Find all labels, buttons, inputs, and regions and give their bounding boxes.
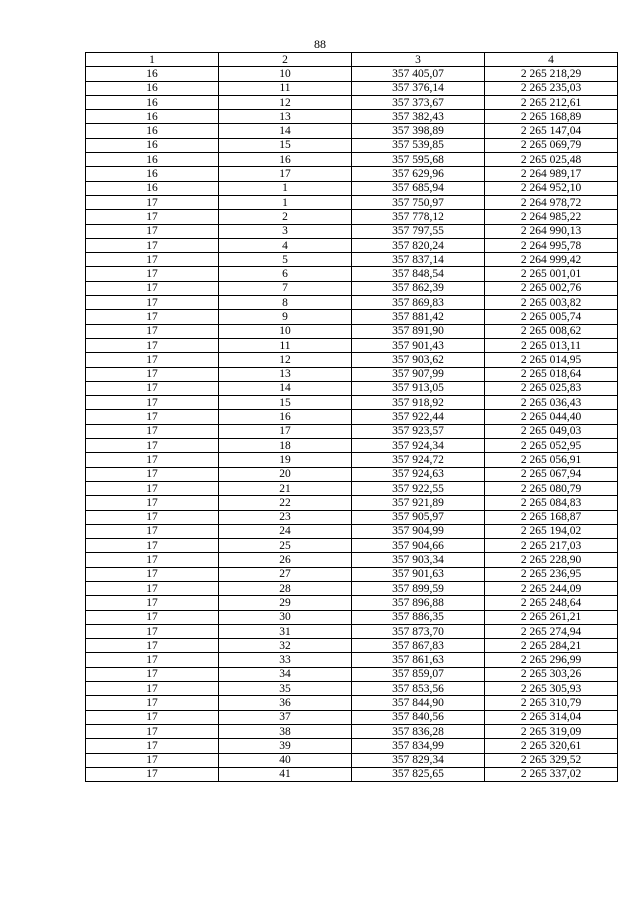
table-row: [86, 596, 618, 610]
table-cell: 2 264 952,10: [485, 181, 618, 195]
table-cell: 17: [86, 496, 219, 510]
table-cell: 17: [86, 439, 219, 453]
table-row: [86, 153, 618, 167]
table-cell: 17: [86, 624, 219, 638]
table-row: [86, 510, 618, 524]
table-cell: 8: [219, 296, 352, 310]
table-cell: 28: [219, 581, 352, 595]
table-cell: 2 265 014,95: [485, 353, 618, 367]
table-cell: 11: [219, 338, 352, 352]
table-row: [86, 682, 618, 696]
table-cell: 16: [86, 124, 219, 138]
table-cell: 357 859,07: [352, 667, 485, 681]
table-cell: 357 629,96: [352, 167, 485, 181]
table-cell: 17: [86, 639, 219, 653]
table-cell: 2 265 067,94: [485, 467, 618, 481]
table-cell: 1: [219, 195, 352, 209]
table-cell: 357 921,89: [352, 496, 485, 510]
table-cell: 12: [219, 95, 352, 109]
table-cell: 357 853,56: [352, 682, 485, 696]
table-cell: 357 922,44: [352, 410, 485, 424]
table-cell: 4: [219, 238, 352, 252]
table-row: [86, 753, 618, 767]
table-cell: 26: [219, 553, 352, 567]
table-cell: 2 265 284,21: [485, 639, 618, 653]
table-row: [86, 424, 618, 438]
table-cell: 30: [219, 610, 352, 624]
table-cell: 17: [86, 396, 219, 410]
table-row: [86, 95, 618, 109]
table-row: [86, 110, 618, 124]
table-cell: 17: [86, 324, 219, 338]
table-cell: 16: [86, 95, 219, 109]
table-row: [86, 138, 618, 152]
table-cell: 357 778,12: [352, 210, 485, 224]
table-cell: 32: [219, 639, 352, 653]
table-cell: 15: [219, 138, 352, 152]
table-row: [86, 467, 618, 481]
table-cell: 357 869,83: [352, 296, 485, 310]
table-cell: 20: [219, 467, 352, 481]
table-cell: 357 903,34: [352, 553, 485, 567]
table-body: [86, 67, 618, 782]
table-row: [86, 81, 618, 95]
table-cell: 2 265 303,26: [485, 667, 618, 681]
table-cell: 357 840,56: [352, 710, 485, 724]
table-cell: 2 265 044,40: [485, 410, 618, 424]
table-cell: 17: [86, 467, 219, 481]
coordinates-table: [85, 52, 618, 782]
table-cell: 16: [219, 410, 352, 424]
table-cell: 23: [219, 510, 352, 524]
table-cell: 2 265 320,61: [485, 739, 618, 753]
table-row: [86, 710, 618, 724]
table-cell: 2 265 261,21: [485, 610, 618, 624]
table-cell: 2 265 025,83: [485, 381, 618, 395]
table-row: [86, 124, 618, 138]
table-cell: 357 376,14: [352, 81, 485, 95]
table-row: [86, 610, 618, 624]
table-cell: 17: [86, 381, 219, 395]
table-cell: 21: [219, 481, 352, 495]
table-cell: 10: [219, 67, 352, 81]
table-cell: 357 899,59: [352, 581, 485, 595]
table-cell: 17: [219, 424, 352, 438]
table-cell: 2 265 244,09: [485, 581, 618, 595]
table-row: [86, 296, 618, 310]
table-header: [86, 53, 618, 67]
table-row: [86, 310, 618, 324]
table-cell: 17: [86, 267, 219, 281]
table-cell: 18: [219, 439, 352, 453]
table-cell: 10: [219, 324, 352, 338]
table-cell: 31: [219, 624, 352, 638]
table-cell: 17: [86, 410, 219, 424]
table-cell: 357 844,90: [352, 696, 485, 710]
table-cell: 17: [86, 567, 219, 581]
table-row: [86, 181, 618, 195]
table-row: [86, 253, 618, 267]
table-cell: 6: [219, 267, 352, 281]
header-cell-3: 3: [352, 53, 485, 67]
table-cell: 3: [219, 224, 352, 238]
header-cell-1: 1: [86, 53, 219, 67]
table-row: [86, 367, 618, 381]
table-row: [86, 353, 618, 367]
table-cell: 2 265 084,83: [485, 496, 618, 510]
table-cell: 17: [86, 581, 219, 595]
table-cell: 17: [86, 524, 219, 538]
table-cell: 2 264 990,13: [485, 224, 618, 238]
table-cell: 357 903,62: [352, 353, 485, 367]
table-cell: 17: [86, 367, 219, 381]
table-row: [86, 396, 618, 410]
table-cell: 2 265 218,29: [485, 67, 618, 81]
table-row: [86, 67, 618, 81]
table-row: [86, 324, 618, 338]
table-cell: 2 264 999,42: [485, 253, 618, 267]
table-cell: 7: [219, 281, 352, 295]
table-cell: 357 405,07: [352, 67, 485, 81]
table-cell: 2 265 018,64: [485, 367, 618, 381]
table-cell: 2 265 001,01: [485, 267, 618, 281]
table-row: [86, 724, 618, 738]
table-cell: 357 873,70: [352, 624, 485, 638]
table-cell: 2 265 003,82: [485, 296, 618, 310]
table-cell: 16: [86, 67, 219, 81]
table-cell: 38: [219, 724, 352, 738]
table-cell: 13: [219, 110, 352, 124]
table-cell: 2 264 995,78: [485, 238, 618, 252]
table-cell: 17: [86, 510, 219, 524]
table-cell: 2 265 056,91: [485, 453, 618, 467]
table-cell: 357 862,39: [352, 281, 485, 295]
table-cell: 39: [219, 739, 352, 753]
table-row: [86, 496, 618, 510]
table-cell: 16: [86, 138, 219, 152]
table-row: [86, 281, 618, 295]
table-cell: 2 265 212,61: [485, 95, 618, 109]
table-cell: 2 265 314,04: [485, 710, 618, 724]
table-cell: 5: [219, 253, 352, 267]
table-cell: 2 265 168,89: [485, 110, 618, 124]
table-cell: 357 539,85: [352, 138, 485, 152]
table-cell: 357 595,68: [352, 153, 485, 167]
table-cell: 14: [219, 381, 352, 395]
table-row: [86, 567, 618, 581]
table-cell: 19: [219, 453, 352, 467]
table-cell: 2 265 005,74: [485, 310, 618, 324]
table-row: [86, 238, 618, 252]
table-cell: 2 265 319,09: [485, 724, 618, 738]
table-row: [86, 167, 618, 181]
table-cell: 15: [219, 396, 352, 410]
table-cell: 17: [86, 739, 219, 753]
table-cell: 35: [219, 682, 352, 696]
table-cell: 357 881,42: [352, 310, 485, 324]
table-cell: 22: [219, 496, 352, 510]
table-cell: 357 891,90: [352, 324, 485, 338]
table-cell: 357 924,34: [352, 439, 485, 453]
table-cell: 357 901,63: [352, 567, 485, 581]
table-cell: 2 265 236,95: [485, 567, 618, 581]
table-cell: 16: [86, 153, 219, 167]
table-cell: 16: [86, 81, 219, 95]
table-cell: 2 265 274,94: [485, 624, 618, 638]
table-row: [86, 524, 618, 538]
table-cell: 357 837,14: [352, 253, 485, 267]
table-cell: 17: [86, 724, 219, 738]
table-cell: 2 265 217,03: [485, 539, 618, 553]
table-cell: 2 264 985,22: [485, 210, 618, 224]
table-row: [86, 739, 618, 753]
table-cell: 17: [86, 610, 219, 624]
table-cell: 357 907,99: [352, 367, 485, 381]
table-cell: 2 265 168,87: [485, 510, 618, 524]
table-cell: 2 265 305,93: [485, 682, 618, 696]
table-row: [86, 381, 618, 395]
table-cell: 17: [219, 167, 352, 181]
table-cell: 17: [86, 667, 219, 681]
table-cell: 357 901,43: [352, 338, 485, 352]
table-cell: 16: [86, 181, 219, 195]
table-cell: 33: [219, 653, 352, 667]
table-cell: 357 896,88: [352, 596, 485, 610]
table-cell: 1: [219, 181, 352, 195]
table-cell: 357 834,99: [352, 739, 485, 753]
table-cell: 17: [86, 281, 219, 295]
table-row: [86, 410, 618, 424]
table-cell: 357 848,54: [352, 267, 485, 281]
header-cell-2: 2: [219, 53, 352, 67]
table-cell: 2 265 310,79: [485, 696, 618, 710]
table-cell: 17: [86, 353, 219, 367]
table-cell: 2 265 228,90: [485, 553, 618, 567]
page-number: 88: [314, 37, 326, 51]
table-cell: 357 904,66: [352, 539, 485, 553]
table-cell: 14: [219, 124, 352, 138]
table-cell: 24: [219, 524, 352, 538]
table-cell: 357 922,55: [352, 481, 485, 495]
table-cell: 2 265 329,52: [485, 753, 618, 767]
table-cell: 357 820,24: [352, 238, 485, 252]
table-cell: 40: [219, 753, 352, 767]
table-cell: 13: [219, 367, 352, 381]
table-cell: 2 265 248,64: [485, 596, 618, 610]
table-cell: 11: [219, 81, 352, 95]
table-row: [86, 224, 618, 238]
table-cell: 357 829,34: [352, 753, 485, 767]
table-cell: 17: [86, 224, 219, 238]
table-cell: 17: [86, 238, 219, 252]
table-cell: 17: [86, 596, 219, 610]
table-row: [86, 439, 618, 453]
table-cell: 17: [86, 682, 219, 696]
table-cell: 17: [86, 753, 219, 767]
table-cell: 2 265 036,43: [485, 396, 618, 410]
table-cell: 25: [219, 539, 352, 553]
table-row: [86, 267, 618, 281]
table-cell: 357 913,05: [352, 381, 485, 395]
table-row: [86, 767, 618, 781]
table-cell: 17: [86, 296, 219, 310]
table-cell: 2 265 235,03: [485, 81, 618, 95]
table-cell: 357 861,63: [352, 653, 485, 667]
table-cell: 2 264 989,17: [485, 167, 618, 181]
table-cell: 357 886,35: [352, 610, 485, 624]
table-cell: 2 265 296,99: [485, 653, 618, 667]
table-cell: 2 265 049,03: [485, 424, 618, 438]
header-cell-4: 4: [485, 53, 618, 67]
table-cell: 2 265 337,02: [485, 767, 618, 781]
table-cell: 17: [86, 553, 219, 567]
table-cell: 2 265 052,95: [485, 439, 618, 453]
table-cell: 17: [86, 481, 219, 495]
table-row: [86, 210, 618, 224]
table-cell: 17: [86, 424, 219, 438]
table-cell: 357 924,63: [352, 467, 485, 481]
table-row: [86, 639, 618, 653]
table-cell: 17: [86, 338, 219, 352]
table-cell: 357 685,94: [352, 181, 485, 195]
table-cell: 2 265 080,79: [485, 481, 618, 495]
table-cell: 357 382,43: [352, 110, 485, 124]
table-cell: 36: [219, 696, 352, 710]
table-cell: 2 265 069,79: [485, 138, 618, 152]
table-cell: 17: [86, 195, 219, 209]
table-cell: 27: [219, 567, 352, 581]
table-cell: 9: [219, 310, 352, 324]
table-row: [86, 653, 618, 667]
table-cell: 357 924,72: [352, 453, 485, 467]
table-cell: 17: [86, 696, 219, 710]
table-cell: 2 265 002,76: [485, 281, 618, 295]
table-row: [86, 581, 618, 595]
table-cell: 17: [86, 210, 219, 224]
table-cell: 357 923,57: [352, 424, 485, 438]
table-cell: 357 867,83: [352, 639, 485, 653]
table-cell: 34: [219, 667, 352, 681]
table-cell: 357 373,67: [352, 95, 485, 109]
table-cell: 357 825,65: [352, 767, 485, 781]
table-row: [86, 696, 618, 710]
table-row: [86, 195, 618, 209]
table-cell: 16: [219, 153, 352, 167]
table-row: [86, 667, 618, 681]
table-cell: 37: [219, 710, 352, 724]
table-cell: 2 265 147,04: [485, 124, 618, 138]
table-cell: 357 797,55: [352, 224, 485, 238]
table-cell: 357 905,97: [352, 510, 485, 524]
table-cell: 2 265 008,62: [485, 324, 618, 338]
table-row: [86, 453, 618, 467]
table-cell: 17: [86, 767, 219, 781]
table-cell: 16: [86, 167, 219, 181]
header-row: [86, 53, 618, 67]
table-row: [86, 624, 618, 638]
table-cell: 357 836,28: [352, 724, 485, 738]
table-cell: 17: [86, 710, 219, 724]
table-cell: 17: [86, 653, 219, 667]
table-cell: 17: [86, 453, 219, 467]
table-cell: 2 265 025,48: [485, 153, 618, 167]
table-cell: 16: [86, 110, 219, 124]
table-row: [86, 338, 618, 352]
table-cell: 17: [86, 539, 219, 553]
table-cell: 357 918,92: [352, 396, 485, 410]
table-row: [86, 553, 618, 567]
table-cell: 2 265 194,02: [485, 524, 618, 538]
table-cell: 17: [86, 253, 219, 267]
table-cell: 2 264 978,72: [485, 195, 618, 209]
table-cell: 357 750,97: [352, 195, 485, 209]
table-cell: 2 265 013,11: [485, 338, 618, 352]
table-row: [86, 539, 618, 553]
table-cell: 41: [219, 767, 352, 781]
table-cell: 2: [219, 210, 352, 224]
table-cell: 17: [86, 310, 219, 324]
table-row: [86, 481, 618, 495]
table-cell: 29: [219, 596, 352, 610]
table-cell: 357 904,99: [352, 524, 485, 538]
table-cell: 12: [219, 353, 352, 367]
table-cell: 357 398,89: [352, 124, 485, 138]
